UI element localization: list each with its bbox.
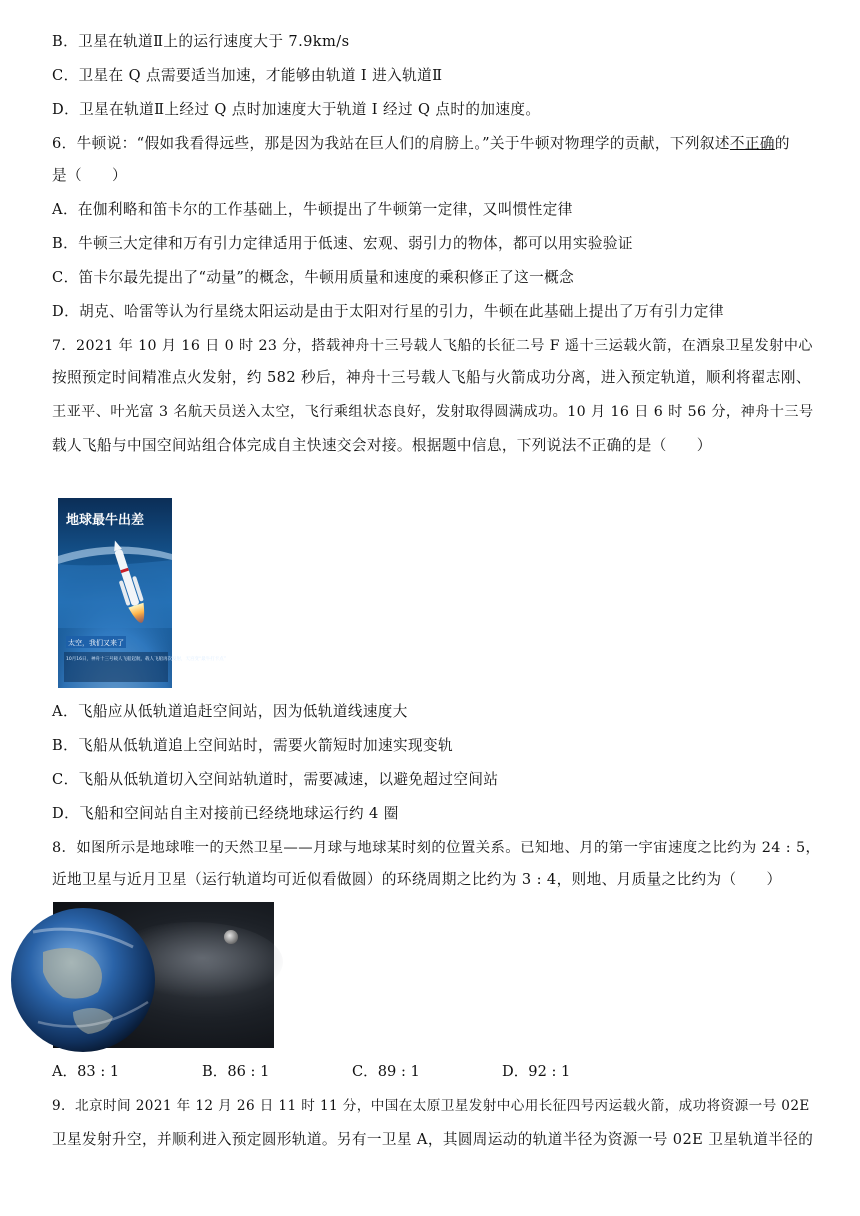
q6-stem-line2: 是（ ） (52, 167, 127, 184)
q8-option-a: A．83 : 1 (52, 1063, 120, 1080)
q7-option-a: A．飞船应从低轨道追赶空间站，因为低轨道线速度大 (52, 703, 408, 720)
q6-stem-text: 6．牛顿说：“假如我看得远些，那是因为我站在巨人们的肩膀上。”关于牛顿对物理学的贡献，下列叙述 (52, 135, 730, 152)
q7-stem-line1: 7．2021 年 10 月 16 日 0 时 23 分，搭载神舟十三号载人飞船的长征二号 F 遥十三运载火箭，在酒泉卫星发射中心 (52, 338, 813, 354)
q8-stem-line2: 近地卫星与近月卫星（运行轨道均可近似看做圆）的环绕周期之比约为 3 : 4，则地、月质量之比约为（ ） (52, 871, 782, 888)
poster-caption: 10月16日，神舟十三号载人飞船起航，载人飞船再次发射，天宫变“最牛打卡点” (66, 657, 227, 662)
q5-option-d: D．卫星在轨道Ⅱ上经过 Q 点时加速度大于轨道 I 经过 Q 点时的加速度。 (52, 101, 541, 118)
poster-headline: 地球最牛出差 (66, 513, 145, 528)
q7-option-b: B．飞船从低轨道追上空间站时，需要火箭短时加速实现变轨 (52, 737, 453, 754)
q7-stem-line2: 按照预定时间精准点火发射，约 582 秒后，神舟十三号载人飞船与火箭成功分离，进入预定轨道，顺利将翟志刚、 (52, 369, 811, 386)
q6-option-a: A．在伽利略和笛卡尔的工作基础上，牛顿提出了牛顿第一定律，又叫惯性定律 (52, 201, 573, 218)
q7-option-c: C．飞船从低轨道切入空间站轨道时，需要减速，以避免超过空间站 (52, 771, 499, 788)
q6-emphasis-not-correct: 不正确 (729, 135, 775, 152)
q7-stem-line4: 载人飞船与中国空间站组合体完成自主快速交会对接。根据题中信息，下列说法不正确的是（ ） (52, 437, 712, 454)
earth-moon-artwork (53, 902, 274, 1048)
q8-option-d: D．92 : 1 (502, 1063, 571, 1080)
q6-option-b: B．牛顿三大定律和万有引力定律适用于低速、宏观、弱引力的物体，都可以用实验验证 (52, 235, 633, 252)
poster-banner: 太空，我们又来了 (68, 639, 124, 647)
q5-option-b: B．卫星在轨道Ⅱ上的运行速度大于 7.9km/s (52, 33, 350, 50)
q8-choices (52, 1062, 812, 1084)
q6-option-c: C．笛卡尔最先提出了“动量”的概念，牛顿用质量和速度的乘积修正了这一概念 (52, 269, 575, 286)
q9-stem-line1: 9．北京时间 2021 年 12 月 26 日 11 时 11 分，中国在太原卫星发射中心用长征四号丙运载火箭，成功将资源一号 02E (52, 1098, 810, 1114)
poster-artwork (58, 498, 227, 688)
q7-option-d: D．飞船和空间站自主对接前已经绕地球运行约 4 圈 (52, 805, 399, 822)
q6-stem-end: 的 (774, 135, 790, 152)
earth-moon-image (53, 902, 274, 1048)
q8-stem-line1: 8．如图所示是地球唯一的天然卫星——月球与地球某时刻的位置关系。已知地、月的第一宇宙速度之比约为 24 : 5， (52, 840, 821, 856)
q8-option-c: C．89 : 1 (352, 1063, 420, 1080)
q5-option-c: C．卫星在 Q 点需要适当加速，才能够由轨道 I 进入轨道Ⅱ (52, 67, 443, 84)
q8-option-b: B．86 : 1 (202, 1063, 270, 1080)
q6-option-d: D．胡克、哈雷等认为行星绕太阳运动是由于太阳对行星的引力，牛顿在此基础上提出了万有引力定律 (52, 303, 724, 320)
q9-stem-line2: 卫星发射升空，并顺利进入预定圆形轨道。另有一卫星 A，其圆周运动的轨道半径为资源一号 02E 卫星轨道半径的 (52, 1131, 814, 1148)
q6-stem-line1 (52, 134, 790, 154)
q7-stem-line3: 王亚平、叶光富 3 名航天员送入太空，飞行乘组状态良好，发射取得圆满成功。10 月 16 日 6 时 56 分，神舟十三号 (52, 404, 814, 420)
shenzhou-poster-image (58, 498, 227, 688)
